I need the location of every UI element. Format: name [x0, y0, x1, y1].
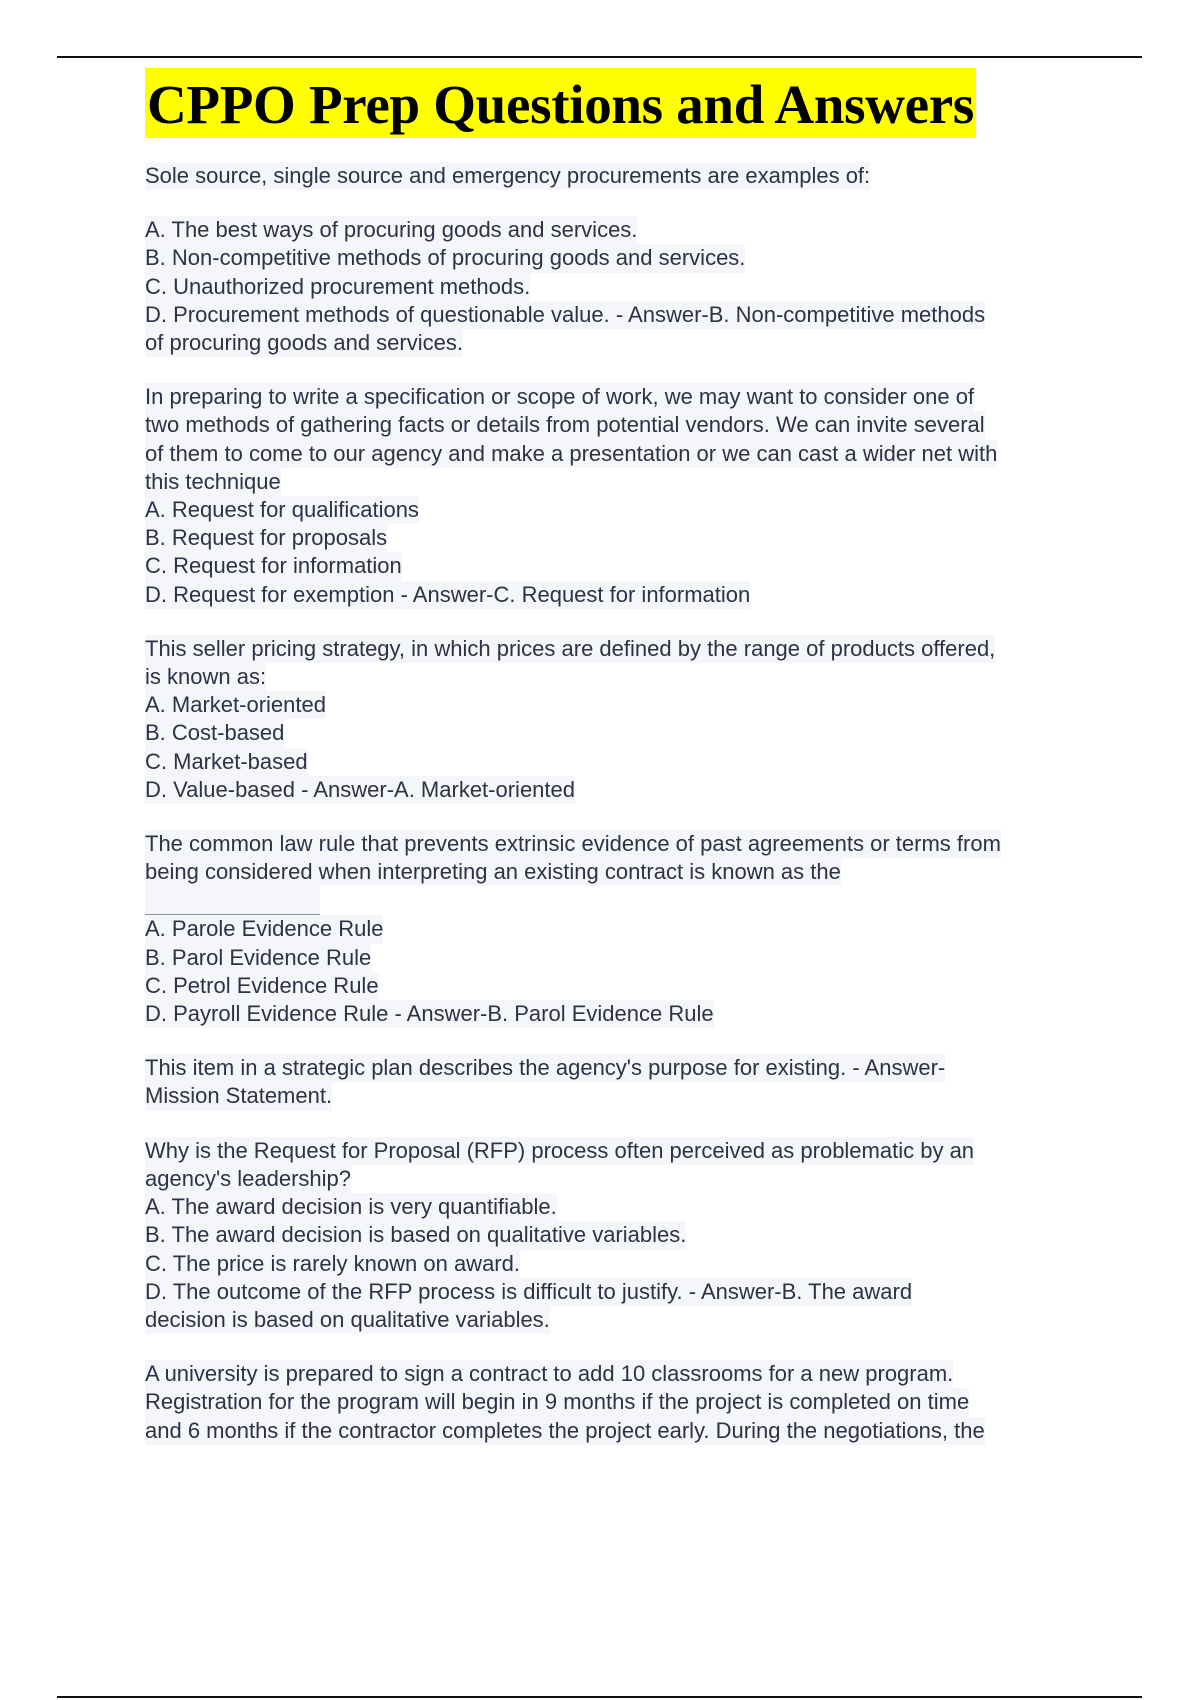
question-text: of them to come to our agency and make a presentation or we can cast a wider net with — [145, 440, 997, 468]
qa-item-6 — [145, 1137, 1095, 1334]
option-b: B. Cost-based — [145, 719, 284, 747]
question-with-answer: This item in a strategic plan describes the agency's purpose for existing. - Answer- — [145, 1054, 945, 1082]
option-d-with-answer: D. Procurement methods of questionable value. - Answer-B. Non-competitive methods — [145, 301, 985, 329]
question-text: A university is prepared to sign a contract to add 10 classrooms for a new program. — [145, 1360, 953, 1388]
option-b: B. The award decision is based on qualitative variables. — [145, 1221, 686, 1249]
option-a: A. The award decision is very quantifiable. — [145, 1193, 557, 1221]
question-text: This seller pricing strategy, in which prices are defined by the range of products offered, — [145, 635, 995, 663]
option-d-with-answer: D. Payroll Evidence Rule - Answer-B. Parol Evidence Rule — [145, 1000, 714, 1028]
spacer — [145, 190, 1095, 216]
answer-continuation: of procuring goods and services. — [145, 329, 463, 357]
option-a: A. Parole Evidence Rule — [145, 915, 383, 943]
option-c: C. Unauthorized procurement methods. — [145, 273, 530, 301]
question-text: two methods of gathering facts or details from potential vendors. We can invite several — [145, 411, 985, 439]
answer-continuation: decision is based on qualitative variables. — [145, 1306, 550, 1334]
option-b: B. Parol Evidence Rule — [145, 944, 371, 972]
page-title: CPPO Prep Questions and Answers — [145, 68, 976, 138]
qa-item-4 — [145, 830, 1095, 1028]
question-text: The common law rule that prevents extrinsic evidence of past agreements or terms from — [145, 830, 1001, 858]
qa-item-7 — [145, 1360, 1095, 1445]
fill-in-blank — [145, 886, 320, 915]
option-a: A. Market-oriented — [145, 691, 326, 719]
question-text: being considered when interpreting an existing contract is known as the — [145, 858, 841, 886]
question-text: In preparing to write a specification or scope of work, we may want to consider one of — [145, 383, 974, 411]
question-text: Sole source, single source and emergency procurements are examples of: — [145, 162, 870, 190]
option-c: C. The price is rarely known on award. — [145, 1250, 520, 1278]
option-a: A. Request for qualifications — [145, 496, 419, 524]
option-d-with-answer: D. The outcome of the RFP process is difficult to justify. - Answer-B. The award — [145, 1278, 912, 1306]
option-d-with-answer: D. Value-based - Answer-A. Market-oriented — [145, 776, 575, 804]
question-text: Registration for the program will begin in 9 months if the project is completed on time — [145, 1388, 969, 1416]
question-text: Why is the Request for Proposal (RFP) process often perceived as problematic by an — [145, 1137, 974, 1165]
question-text: agency's leadership? — [145, 1165, 351, 1193]
qa-item-1 — [145, 162, 1095, 357]
option-c: C. Petrol Evidence Rule — [145, 972, 379, 1000]
option-b: B. Non-competitive methods of procuring goods and services. — [145, 244, 745, 272]
answer-continuation: Mission Statement. — [145, 1082, 332, 1110]
qa-item-3 — [145, 635, 1095, 804]
option-d-with-answer: D. Request for exemption - Answer-C. Request for information — [145, 581, 750, 609]
option-b: B. Request for proposals — [145, 524, 387, 552]
question-text: and 6 months if the contractor completes the project early. During the negotiations, the — [145, 1417, 985, 1445]
question-text: this technique — [145, 468, 281, 496]
option-c: C. Request for information — [145, 552, 402, 580]
question-text: is known as: — [145, 663, 266, 691]
qa-item-2 — [145, 383, 1095, 609]
option-c: C. Market-based — [145, 748, 308, 776]
qa-item-5 — [145, 1054, 1095, 1110]
document-page — [145, 68, 1095, 1471]
footer-rule — [57, 1696, 1142, 1698]
option-a: A. The best ways of procuring goods and services. — [145, 216, 637, 244]
header-rule — [57, 56, 1142, 58]
blank-underline — [145, 886, 320, 915]
document-body — [145, 162, 1095, 1445]
